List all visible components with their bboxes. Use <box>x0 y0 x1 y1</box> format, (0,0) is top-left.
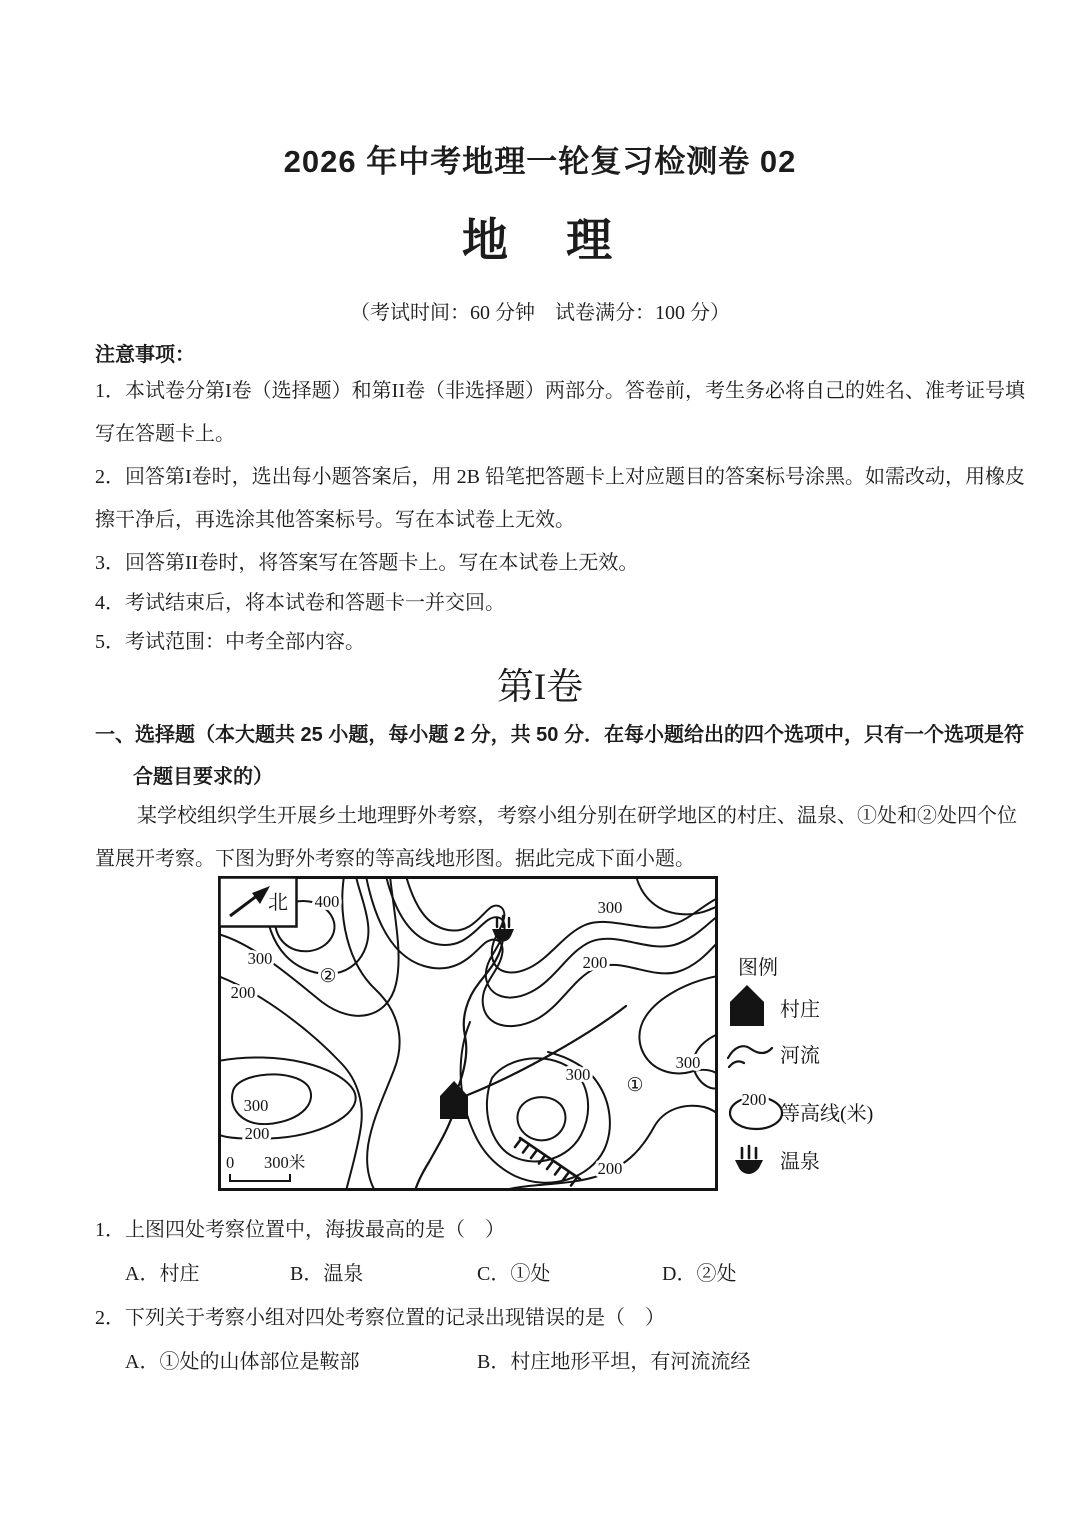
subject-title: 地 理 <box>462 214 618 266</box>
legend-river-icon <box>728 1046 772 1067</box>
contour-label: 200 <box>230 983 256 1002</box>
section-heading-line: 一、选择题（本大题共 25 小题，每小题 2 分，共 50 分．在每小题给出的四个选项中，只有一个选项是符 <box>95 724 1024 746</box>
legend-contour-value: 200 <box>741 1090 767 1109</box>
option: A．①处的山体部位是鞍部 <box>125 1351 360 1373</box>
contour-label: 300 <box>675 1053 701 1072</box>
map-figure <box>218 876 878 1201</box>
question-text: 2．下列关于考察小组对四处考察位置的记录出现错误的是（ ） <box>95 1307 665 1329</box>
notice-line: 擦干净后，再选涂其他答案标号。写在本试卷上无效。 <box>95 509 575 531</box>
contour-label: 300 <box>597 898 623 917</box>
scale-label: 300米 <box>264 1153 306 1172</box>
legend-village-label: 村庄 <box>780 999 820 1021</box>
notice-line: 5．考试范围：中考全部内容。 <box>95 631 365 653</box>
contour-label: 300 <box>243 1096 269 1115</box>
legend-title: 图例 <box>738 957 778 979</box>
legend-contour-label: 等高线(米) <box>780 1103 874 1125</box>
option: C．①处 <box>477 1263 551 1285</box>
legend-hot-spring-label: 温泉 <box>780 1151 820 1173</box>
notice-heading: 注意事项： <box>95 344 195 366</box>
point-label-1: ① <box>626 1075 644 1096</box>
legend-river-label: 河流 <box>780 1045 820 1067</box>
notice-line: 1．本试卷分第I卷（选择题）和第II卷（非选择题）两部分。答卷前，考生务必将自己的姓名、准考证号填 <box>95 380 1025 402</box>
contour-label: 400 <box>314 892 340 911</box>
passage-line: 某学校组织学生开展乡土地理野外考察，考察小组分别在研学地区的村庄、温泉、①处和②处四个位 <box>137 805 1017 827</box>
section-title: 第I卷 <box>496 667 584 708</box>
notice-line: 写在答题卡上。 <box>95 423 235 445</box>
legend-hot-spring-icon <box>735 1146 763 1174</box>
north-box <box>220 878 297 927</box>
map-legend <box>728 956 873 1174</box>
notice-line: 4．考试结束后，将本试卷和答题卡一并交回。 <box>95 592 505 614</box>
option: D．②处 <box>662 1263 737 1285</box>
option: B．村庄地形平坦，有河流流经 <box>477 1351 751 1373</box>
option: A．村庄 <box>125 1263 200 1285</box>
contour-label: 200 <box>582 953 608 972</box>
contour-label: 200 <box>597 1159 623 1178</box>
contour-label: 300 <box>565 1065 591 1084</box>
contour-map <box>218 876 878 1196</box>
scale-start-label: 0 <box>226 1153 235 1172</box>
exam-info: （考试时间：60 分钟 试卷满分：100 分） <box>350 302 730 324</box>
option: B．温泉 <box>290 1263 364 1285</box>
point-label-2: ② <box>319 966 337 987</box>
legend-contour-icon <box>730 1090 782 1129</box>
notice-line: 3．回答第II卷时，将答案写在答题卡上。写在本试卷上无效。 <box>95 552 639 574</box>
legend-village-icon <box>730 985 764 1026</box>
page-title: 2026 年中考地理一轮复习检测卷 02 <box>283 144 797 179</box>
passage-line: 置展开考察。下图为野外考察的等高线地形图。据此完成下面小题。 <box>95 848 695 870</box>
section-heading-line: 合题目要求的） <box>133 766 273 788</box>
notice-line: 2．回答第I卷时，选出每小题答案后，用 2B 铅笔把答题卡上对应题目的答案标号涂黑。如需改动，用橡皮 <box>95 466 1025 488</box>
question-text: 1．上图四处考察位置中，海拔最高的是（ ） <box>95 1219 505 1241</box>
north-label: 北 <box>268 892 288 914</box>
contour-label: 200 <box>244 1124 270 1143</box>
contour-label: 300 <box>247 949 273 968</box>
